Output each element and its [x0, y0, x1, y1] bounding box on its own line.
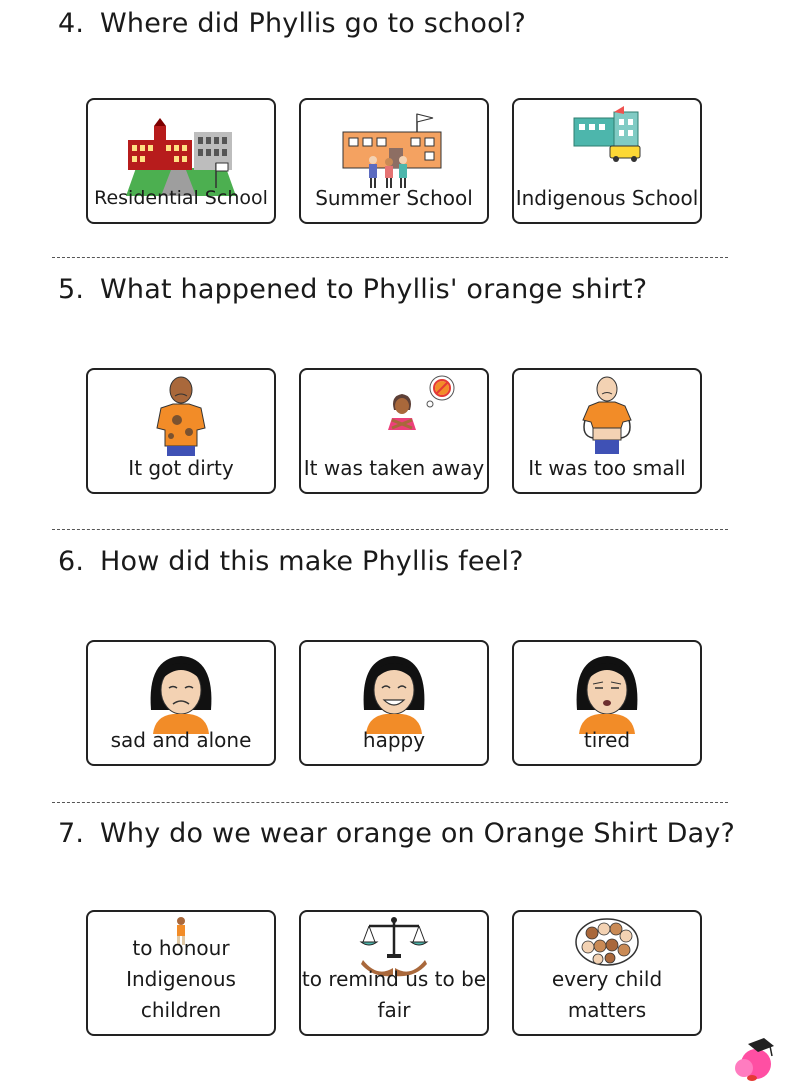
question-number: 4.	[58, 8, 85, 39]
answer-label: to remind us to be fair	[301, 967, 487, 1022]
answer-card-summer-school[interactable]	[299, 98, 489, 224]
answer-card-to-remind-us-to-be-fair[interactable]	[299, 910, 489, 1036]
sad-face-girl-icon	[145, 650, 217, 734]
answer-label: every child matters	[551, 967, 663, 1022]
question-6	[58, 546, 524, 577]
section-divider	[52, 529, 728, 530]
section-divider	[52, 802, 728, 803]
question-text: Where did Phyllis go to school?	[100, 8, 527, 39]
question-4	[58, 8, 526, 39]
answer-label: It was too small	[528, 456, 686, 480]
indigenous-school-building-icon	[570, 106, 644, 162]
answer-card-it-was-too-small[interactable]	[512, 368, 702, 494]
small-shirt-person-icon	[577, 376, 637, 456]
group-of-children-icon	[574, 916, 640, 968]
answer-card-every-child-matters[interactable]	[512, 910, 702, 1036]
answer-label: Summer School	[315, 186, 473, 210]
tired-face-girl-icon	[571, 650, 643, 734]
answer-label: happy	[362, 728, 426, 752]
question-number: 6.	[58, 546, 85, 577]
answer-label: tired	[583, 728, 631, 752]
answer-card-happy[interactable]	[299, 640, 489, 766]
question-text: Why do we wear orange on Orange Shirt Day?	[100, 818, 736, 849]
answer-card-it-was-taken-away[interactable]	[299, 368, 489, 494]
answer-card-sad-and-alone[interactable]	[86, 640, 276, 766]
answer-card-indigenous-school[interactable]	[512, 98, 702, 224]
answer-label: Indigenous School	[515, 186, 699, 210]
happy-face-girl-icon	[358, 650, 430, 734]
dirty-shirt-person-icon	[153, 376, 209, 460]
answer-label: sad and alone	[110, 728, 252, 752]
answer-label: It got dirty	[128, 456, 234, 480]
brand-logo-icon	[730, 1034, 778, 1082]
question-text: How did this make Phyllis feel?	[100, 546, 524, 577]
taken-away-person-icon	[386, 374, 460, 430]
question-number: 7.	[58, 818, 85, 849]
summer-school-building-icon	[339, 112, 449, 192]
question-5	[58, 274, 647, 305]
answer-card-to-honour-indigenous-children[interactable]	[86, 910, 276, 1036]
answer-card-it-got-dirty[interactable]	[86, 368, 276, 494]
answer-label: Residential School	[94, 187, 268, 209]
question-number: 5.	[58, 274, 85, 305]
answer-card-tired[interactable]	[512, 640, 702, 766]
section-divider	[52, 257, 728, 258]
answer-card-residential-school[interactable]	[86, 98, 276, 224]
question-7	[58, 818, 735, 849]
answer-label: to honour Indigenous children	[126, 936, 236, 1022]
answer-label: It was taken away	[303, 456, 485, 480]
question-text: What happened to Phyllis' orange shirt?	[100, 274, 648, 305]
